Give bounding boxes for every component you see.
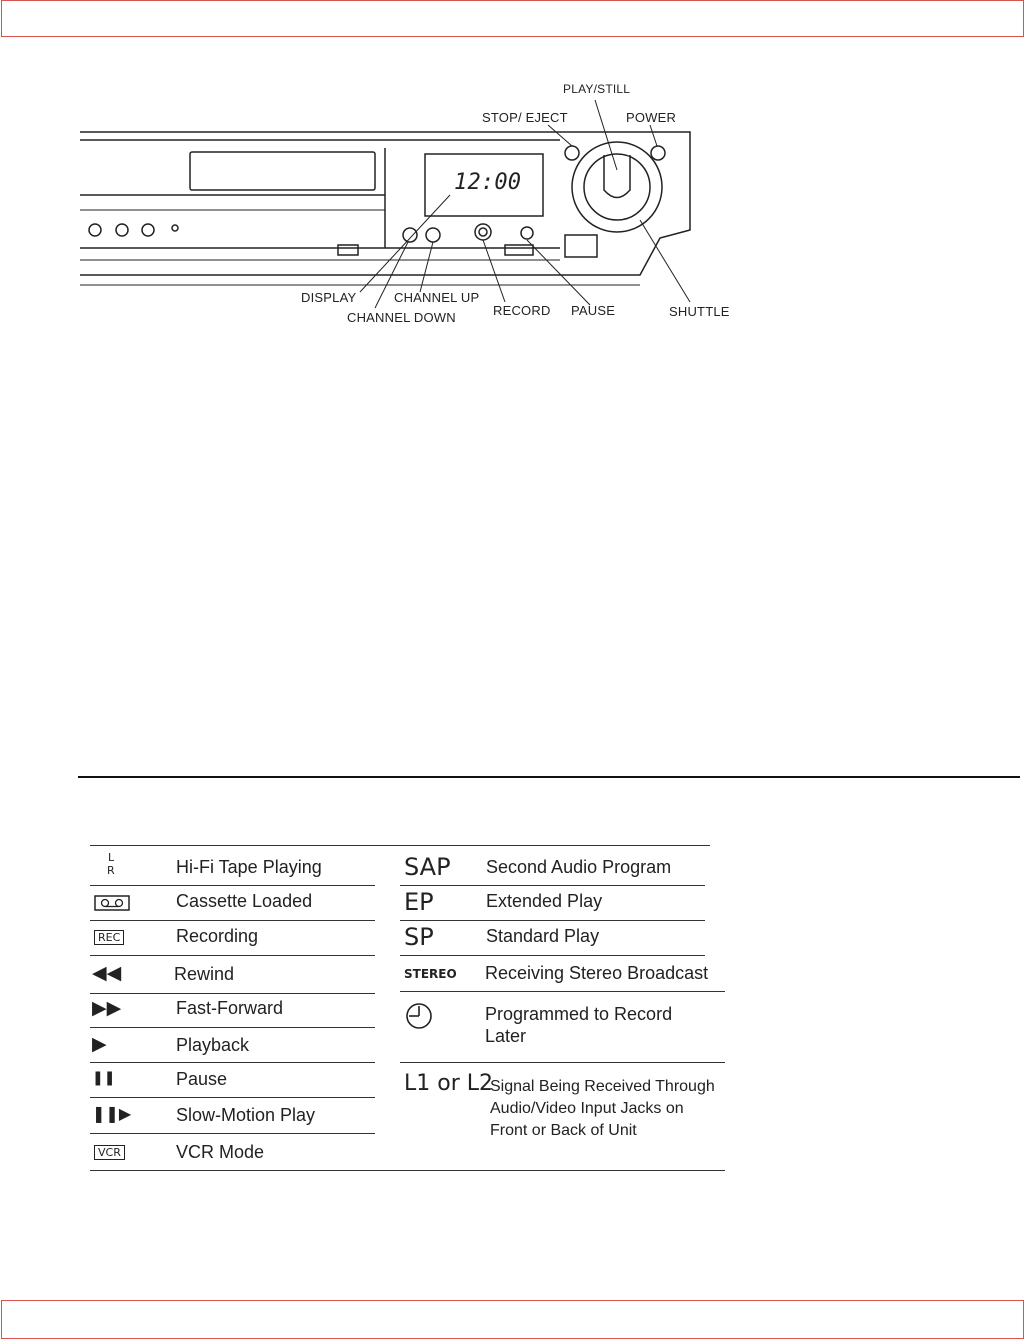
- indicator-label: Recording: [176, 926, 259, 946]
- sp-indicator: SP: [404, 923, 434, 951]
- vcr-front-panel-diagram: [0, 70, 760, 340]
- playback-icon: ▶: [92, 1033, 107, 1055]
- label-record: RECORD: [493, 303, 551, 318]
- bottom-frame-bar: [1, 1300, 1024, 1339]
- pause-icon: ❚❚: [92, 1070, 116, 1086]
- indicator-label: Playback: [176, 1035, 250, 1055]
- indicator-label: Second Audio Program: [486, 857, 672, 877]
- ep-indicator: EP: [404, 888, 434, 916]
- indicator-label: Receiving Stereo Broadcast: [485, 963, 709, 983]
- stop-eject-button: [565, 146, 579, 160]
- indicator-label: Slow-Motion Play: [176, 1105, 316, 1125]
- label-pause: PAUSE: [571, 303, 616, 318]
- clock-icon: [404, 1001, 434, 1031]
- cassette-icon: [94, 895, 130, 911]
- vcr-clock-display: 12:00: [454, 170, 522, 195]
- indicator-legend-table: L R Hi-Fi Tape Playing Cassette Loaded REC Recording ◀◀ Rewind ▶▶ Fast-Forward ▶ Playback ❚❚ Pause ❚❚▶ Slow-Motion Play VCR VCR Mode SAP Second Audio Program EP Extended Play SP Standard Play STEREO Receiving Stereo Broadcast Programmed to Record Later L1 or L2 Signal Being Received Through Audio/Video Input Jacks on Front or Back of Unit: [90, 845, 735, 1175]
- record-button: [475, 224, 491, 240]
- rec-indicator-icon: REC: [94, 930, 124, 945]
- label-stop-eject: STOP/ EJECT: [482, 110, 568, 125]
- line-input-indicator: L1 or L2: [404, 1071, 493, 1096]
- sap-indicator: SAP: [404, 853, 451, 881]
- indicator-label: Standard Play: [486, 926, 600, 946]
- fast-forward-icon: ▶▶: [92, 997, 122, 1019]
- indicator-label: Cassette Loaded: [176, 891, 313, 911]
- top-frame-bar: [1, 0, 1024, 37]
- label-shuttle: SHUTTLE: [669, 304, 730, 319]
- indicator-label: Signal Being Received Through Audio/Video Input Jacks on Front or Back of Unit: [490, 1078, 715, 1139]
- label-display: DISPLAY: [301, 290, 357, 305]
- indicator-label: Programmed to Record Later: [485, 1004, 673, 1046]
- label-play-still: PLAY/STILL: [563, 82, 631, 96]
- rewind-icon: ◀◀: [92, 962, 122, 984]
- indicator-label: Fast-Forward: [176, 998, 284, 1018]
- indicator-label: Hi-Fi Tape Playing: [176, 857, 322, 877]
- power-button: [651, 146, 665, 160]
- label-channel-down: CHANNEL DOWN: [347, 310, 456, 325]
- indicator-label: VCR Mode: [176, 1142, 265, 1162]
- indicator-label: Pause: [176, 1069, 228, 1089]
- label-channel-up: CHANNEL UP: [394, 290, 480, 305]
- indicator-label: Extended Play: [486, 891, 603, 911]
- indicator-label: Rewind: [174, 964, 235, 984]
- label-power: POWER: [626, 110, 677, 125]
- table-rule: [90, 845, 710, 846]
- channel-down-button: [403, 228, 417, 242]
- stereo-indicator: STEREO: [404, 967, 457, 981]
- vcr-mode-icon: VCR: [94, 1145, 125, 1160]
- section-divider: [78, 776, 1020, 778]
- channel-up-button: [426, 228, 440, 242]
- pause-button: [521, 227, 533, 239]
- slow-motion-icon: ❚❚▶: [92, 1104, 132, 1123]
